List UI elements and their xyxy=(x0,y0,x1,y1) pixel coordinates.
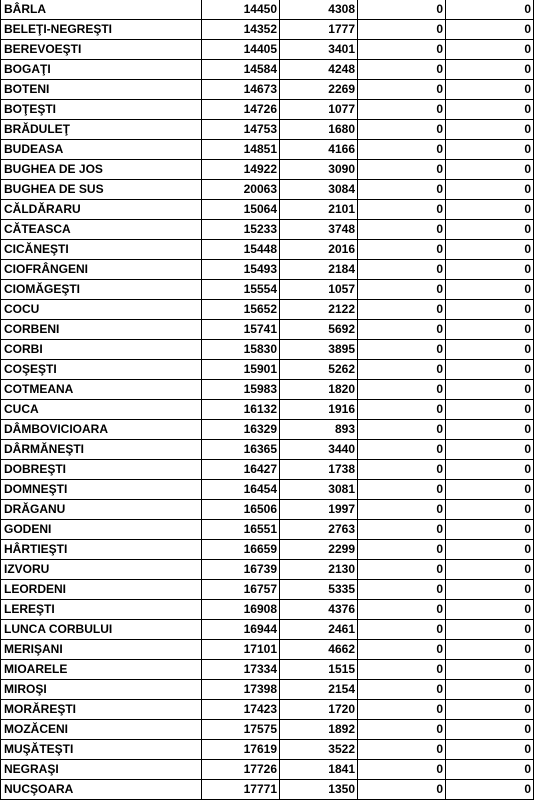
code-cell[interactable]: 16329 xyxy=(202,420,280,440)
value-cell[interactable]: 3748 xyxy=(280,220,358,240)
code-cell[interactable]: 16659 xyxy=(202,540,280,560)
table-row[interactable] xyxy=(1,40,534,60)
zero-cell-b[interactable]: 0 xyxy=(446,740,534,760)
value-cell[interactable]: 1841 xyxy=(280,760,358,780)
zero-cell-b[interactable]: 0 xyxy=(446,540,534,560)
zero-cell-a[interactable]: 0 xyxy=(358,220,446,240)
code-cell[interactable]: 17101 xyxy=(202,640,280,660)
value-cell[interactable]: 5692 xyxy=(280,320,358,340)
value-cell[interactable]: 1077 xyxy=(280,100,358,120)
value-cell[interactable]: 3522 xyxy=(280,740,358,760)
locality-cell[interactable]: CIOFRÂNGENI xyxy=(1,260,202,280)
table-row[interactable] xyxy=(1,240,534,260)
code-cell[interactable]: 14450 xyxy=(202,0,280,20)
locality-cell[interactable]: MUŞĂTEŞTI xyxy=(1,740,202,760)
zero-cell-a[interactable]: 0 xyxy=(358,500,446,520)
table-row[interactable] xyxy=(1,280,534,300)
zero-cell-b[interactable]: 0 xyxy=(446,680,534,700)
zero-cell-a[interactable]: 0 xyxy=(358,300,446,320)
zero-cell-a[interactable]: 0 xyxy=(358,0,446,20)
zero-cell-b[interactable]: 0 xyxy=(446,380,534,400)
code-cell[interactable]: 16454 xyxy=(202,480,280,500)
locality-cell[interactable]: NEGRAŞI xyxy=(1,760,202,780)
zero-cell-a[interactable]: 0 xyxy=(358,380,446,400)
locality-cell[interactable]: DOBREŞTI xyxy=(1,460,202,480)
code-cell[interactable]: 16757 xyxy=(202,580,280,600)
code-cell[interactable]: 14726 xyxy=(202,100,280,120)
zero-cell-b[interactable]: 0 xyxy=(446,260,534,280)
code-cell[interactable]: 17619 xyxy=(202,740,280,760)
locality-cell[interactable]: BRĂDULEŢ xyxy=(1,120,202,140)
zero-cell-a[interactable]: 0 xyxy=(358,120,446,140)
zero-cell-a[interactable]: 0 xyxy=(358,740,446,760)
value-cell[interactable]: 3401 xyxy=(280,40,358,60)
locality-cell[interactable]: BUGHEA DE JOS xyxy=(1,160,202,180)
table-row[interactable] xyxy=(1,600,534,620)
zero-cell-a[interactable]: 0 xyxy=(358,40,446,60)
locality-cell[interactable]: CIOMĂGEŞTI xyxy=(1,280,202,300)
zero-cell-a[interactable]: 0 xyxy=(358,100,446,120)
table-row[interactable] xyxy=(1,780,534,800)
table-row[interactable] xyxy=(1,80,534,100)
value-cell[interactable]: 2269 xyxy=(280,80,358,100)
value-cell[interactable]: 1820 xyxy=(280,380,358,400)
zero-cell-b[interactable]: 0 xyxy=(446,660,534,680)
table-row[interactable] xyxy=(1,720,534,740)
code-cell[interactable]: 14922 xyxy=(202,160,280,180)
table-row[interactable] xyxy=(1,680,534,700)
zero-cell-a[interactable]: 0 xyxy=(358,340,446,360)
locality-cell[interactable]: CORBI xyxy=(1,340,202,360)
zero-cell-b[interactable]: 0 xyxy=(446,720,534,740)
table-row[interactable] xyxy=(1,740,534,760)
zero-cell-b[interactable]: 0 xyxy=(446,280,534,300)
code-cell[interactable]: 15901 xyxy=(202,360,280,380)
code-cell[interactable]: 16551 xyxy=(202,520,280,540)
zero-cell-b[interactable]: 0 xyxy=(446,180,534,200)
zero-cell-b[interactable]: 0 xyxy=(446,400,534,420)
zero-cell-a[interactable]: 0 xyxy=(358,420,446,440)
zero-cell-a[interactable]: 0 xyxy=(358,200,446,220)
table-row[interactable] xyxy=(1,640,534,660)
code-cell[interactable]: 16739 xyxy=(202,560,280,580)
table-row[interactable] xyxy=(1,0,534,20)
zero-cell-b[interactable]: 0 xyxy=(446,60,534,80)
table-row[interactable] xyxy=(1,140,534,160)
locality-cell[interactable]: DÂMBOVICIOARA xyxy=(1,420,202,440)
code-cell[interactable]: 14753 xyxy=(202,120,280,140)
code-cell[interactable]: 14352 xyxy=(202,20,280,40)
zero-cell-b[interactable]: 0 xyxy=(446,220,534,240)
locality-cell[interactable]: DOMNEŞTI xyxy=(1,480,202,500)
table-row[interactable] xyxy=(1,500,534,520)
table-row[interactable] xyxy=(1,340,534,360)
code-cell[interactable]: 14584 xyxy=(202,60,280,80)
zero-cell-b[interactable]: 0 xyxy=(446,580,534,600)
locality-cell[interactable]: COTMEANA xyxy=(1,380,202,400)
locality-cell[interactable]: COCU xyxy=(1,300,202,320)
zero-cell-b[interactable]: 0 xyxy=(446,520,534,540)
value-cell[interactable]: 2122 xyxy=(280,300,358,320)
locality-cell[interactable]: CĂTEASCA xyxy=(1,220,202,240)
value-cell[interactable]: 1720 xyxy=(280,700,358,720)
locality-cell[interactable]: MOZĂCENI xyxy=(1,720,202,740)
code-cell[interactable]: 17423 xyxy=(202,700,280,720)
zero-cell-b[interactable]: 0 xyxy=(446,340,534,360)
locality-cell[interactable]: LUNCA CORBULUI xyxy=(1,620,202,640)
code-cell[interactable]: 15554 xyxy=(202,280,280,300)
locality-cell[interactable]: MIOARELE xyxy=(1,660,202,680)
value-cell[interactable]: 3895 xyxy=(280,340,358,360)
zero-cell-a[interactable]: 0 xyxy=(358,60,446,80)
value-cell[interactable]: 1738 xyxy=(280,460,358,480)
code-cell[interactable]: 17575 xyxy=(202,720,280,740)
zero-cell-b[interactable]: 0 xyxy=(446,420,534,440)
zero-cell-b[interactable]: 0 xyxy=(446,640,534,660)
zero-cell-a[interactable]: 0 xyxy=(358,360,446,380)
value-cell[interactable]: 1916 xyxy=(280,400,358,420)
zero-cell-b[interactable]: 0 xyxy=(446,160,534,180)
value-cell[interactable]: 4308 xyxy=(280,0,358,20)
zero-cell-b[interactable]: 0 xyxy=(446,120,534,140)
zero-cell-a[interactable]: 0 xyxy=(358,640,446,660)
zero-cell-b[interactable]: 0 xyxy=(446,780,534,800)
zero-cell-a[interactable]: 0 xyxy=(358,140,446,160)
table-row[interactable] xyxy=(1,380,534,400)
table-row[interactable] xyxy=(1,260,534,280)
code-cell[interactable]: 16944 xyxy=(202,620,280,640)
zero-cell-b[interactable]: 0 xyxy=(446,600,534,620)
table-row[interactable] xyxy=(1,160,534,180)
code-cell[interactable]: 14673 xyxy=(202,80,280,100)
value-cell[interactable]: 3084 xyxy=(280,180,358,200)
code-cell[interactable]: 17398 xyxy=(202,680,280,700)
zero-cell-b[interactable]: 0 xyxy=(446,760,534,780)
value-cell[interactable]: 1515 xyxy=(280,660,358,680)
table-row[interactable] xyxy=(1,520,534,540)
value-cell[interactable]: 893 xyxy=(280,420,358,440)
value-cell[interactable]: 5335 xyxy=(280,580,358,600)
table-row[interactable] xyxy=(1,360,534,380)
locality-cell[interactable]: BUDEASA xyxy=(1,140,202,160)
locality-cell[interactable]: LEREŞTI xyxy=(1,600,202,620)
zero-cell-a[interactable]: 0 xyxy=(358,540,446,560)
code-cell[interactable]: 16365 xyxy=(202,440,280,460)
zero-cell-a[interactable]: 0 xyxy=(358,660,446,680)
value-cell[interactable]: 2461 xyxy=(280,620,358,640)
code-cell[interactable]: 15493 xyxy=(202,260,280,280)
code-cell[interactable]: 20063 xyxy=(202,180,280,200)
zero-cell-a[interactable]: 0 xyxy=(358,520,446,540)
locality-cell[interactable]: HÂRTIEŞTI xyxy=(1,540,202,560)
code-cell[interactable]: 16427 xyxy=(202,460,280,480)
table-row[interactable] xyxy=(1,480,534,500)
locality-cell[interactable]: MORĂREŞTI xyxy=(1,700,202,720)
code-cell[interactable]: 15064 xyxy=(202,200,280,220)
value-cell[interactable]: 2154 xyxy=(280,680,358,700)
zero-cell-b[interactable]: 0 xyxy=(446,240,534,260)
locality-cell[interactable]: BOŢEŞTI xyxy=(1,100,202,120)
zero-cell-a[interactable]: 0 xyxy=(358,480,446,500)
zero-cell-a[interactable]: 0 xyxy=(358,460,446,480)
value-cell[interactable]: 2763 xyxy=(280,520,358,540)
code-cell[interactable]: 15233 xyxy=(202,220,280,240)
table-row[interactable] xyxy=(1,540,534,560)
zero-cell-a[interactable]: 0 xyxy=(358,760,446,780)
value-cell[interactable]: 1892 xyxy=(280,720,358,740)
code-cell[interactable]: 16506 xyxy=(202,500,280,520)
table-row[interactable] xyxy=(1,180,534,200)
code-cell[interactable]: 15830 xyxy=(202,340,280,360)
value-cell[interactable]: 3440 xyxy=(280,440,358,460)
value-cell[interactable]: 1350 xyxy=(280,780,358,800)
zero-cell-a[interactable]: 0 xyxy=(358,260,446,280)
code-cell[interactable]: 16132 xyxy=(202,400,280,420)
code-cell[interactable]: 17726 xyxy=(202,760,280,780)
table-row[interactable] xyxy=(1,100,534,120)
code-cell[interactable]: 14405 xyxy=(202,40,280,60)
table-row[interactable] xyxy=(1,20,534,40)
table-row[interactable] xyxy=(1,440,534,460)
table-row[interactable] xyxy=(1,400,534,420)
locality-cell[interactable]: CORBENI xyxy=(1,320,202,340)
locality-cell[interactable]: GODENI xyxy=(1,520,202,540)
code-cell[interactable]: 17334 xyxy=(202,660,280,680)
value-cell[interactable]: 3090 xyxy=(280,160,358,180)
value-cell[interactable]: 2184 xyxy=(280,260,358,280)
zero-cell-b[interactable]: 0 xyxy=(446,20,534,40)
zero-cell-a[interactable]: 0 xyxy=(358,680,446,700)
locality-cell[interactable]: CUCA xyxy=(1,400,202,420)
zero-cell-a[interactable]: 0 xyxy=(358,580,446,600)
zero-cell-b[interactable]: 0 xyxy=(446,500,534,520)
zero-cell-b[interactable]: 0 xyxy=(446,320,534,340)
table-row[interactable] xyxy=(1,220,534,240)
zero-cell-b[interactable]: 0 xyxy=(446,360,534,380)
zero-cell-a[interactable]: 0 xyxy=(358,600,446,620)
zero-cell-b[interactable]: 0 xyxy=(446,700,534,720)
value-cell[interactable]: 4248 xyxy=(280,60,358,80)
locality-cell[interactable]: LEORDENI xyxy=(1,580,202,600)
value-cell[interactable]: 4166 xyxy=(280,140,358,160)
locality-cell[interactable]: CĂLDĂRARU xyxy=(1,200,202,220)
locality-cell[interactable]: IZVORU xyxy=(1,560,202,580)
table-row[interactable] xyxy=(1,320,534,340)
zero-cell-b[interactable]: 0 xyxy=(446,140,534,160)
locality-cell[interactable]: BÂRLA xyxy=(1,0,202,20)
table-row[interactable] xyxy=(1,200,534,220)
table-row[interactable] xyxy=(1,700,534,720)
zero-cell-a[interactable]: 0 xyxy=(358,780,446,800)
zero-cell-a[interactable]: 0 xyxy=(358,440,446,460)
code-cell[interactable]: 16908 xyxy=(202,600,280,620)
code-cell[interactable]: 15983 xyxy=(202,380,280,400)
zero-cell-b[interactable]: 0 xyxy=(446,40,534,60)
zero-cell-b[interactable]: 0 xyxy=(446,200,534,220)
code-cell[interactable]: 15448 xyxy=(202,240,280,260)
value-cell[interactable]: 4662 xyxy=(280,640,358,660)
zero-cell-b[interactable]: 0 xyxy=(446,300,534,320)
table-row[interactable] xyxy=(1,580,534,600)
zero-cell-a[interactable]: 0 xyxy=(358,320,446,340)
value-cell[interactable]: 1680 xyxy=(280,120,358,140)
code-cell[interactable]: 15741 xyxy=(202,320,280,340)
zero-cell-a[interactable]: 0 xyxy=(358,620,446,640)
locality-cell[interactable]: COŞEŞTI xyxy=(1,360,202,380)
zero-cell-a[interactable]: 0 xyxy=(358,240,446,260)
value-cell[interactable]: 2101 xyxy=(280,200,358,220)
table-row[interactable] xyxy=(1,620,534,640)
table-row[interactable] xyxy=(1,300,534,320)
zero-cell-b[interactable]: 0 xyxy=(446,440,534,460)
code-cell[interactable]: 15652 xyxy=(202,300,280,320)
zero-cell-b[interactable]: 0 xyxy=(446,560,534,580)
zero-cell-a[interactable]: 0 xyxy=(358,560,446,580)
table-row[interactable] xyxy=(1,660,534,680)
zero-cell-a[interactable]: 0 xyxy=(358,160,446,180)
value-cell[interactable]: 4376 xyxy=(280,600,358,620)
table-row[interactable] xyxy=(1,120,534,140)
value-cell[interactable]: 5262 xyxy=(280,360,358,380)
value-cell[interactable]: 1997 xyxy=(280,500,358,520)
table-row[interactable] xyxy=(1,420,534,440)
locality-cell[interactable]: DRĂGANU xyxy=(1,500,202,520)
locality-cell[interactable]: NUCŞOARA xyxy=(1,780,202,800)
table-row[interactable] xyxy=(1,460,534,480)
zero-cell-a[interactable]: 0 xyxy=(358,700,446,720)
zero-cell-a[interactable]: 0 xyxy=(358,20,446,40)
zero-cell-a[interactable]: 0 xyxy=(358,180,446,200)
zero-cell-b[interactable]: 0 xyxy=(446,620,534,640)
table-body xyxy=(1,0,534,800)
zero-cell-b[interactable]: 0 xyxy=(446,80,534,100)
zero-cell-b[interactable]: 0 xyxy=(446,0,534,20)
code-cell[interactable]: 17771 xyxy=(202,780,280,800)
locality-cell[interactable]: MERIŞANI xyxy=(1,640,202,660)
zero-cell-b[interactable]: 0 xyxy=(446,100,534,120)
locality-cell[interactable]: DÂRMĂNEŞTI xyxy=(1,440,202,460)
zero-cell-a[interactable]: 0 xyxy=(358,720,446,740)
table-row[interactable] xyxy=(1,60,534,80)
zero-cell-b[interactable]: 0 xyxy=(446,480,534,500)
zero-cell-a[interactable]: 0 xyxy=(358,400,446,420)
value-cell[interactable]: 1057 xyxy=(280,280,358,300)
locality-cell[interactable]: BUGHEA DE SUS xyxy=(1,180,202,200)
table-row[interactable] xyxy=(1,760,534,780)
locality-cell[interactable]: CICĂNEŞTI xyxy=(1,240,202,260)
locality-cell[interactable]: BOGAŢI xyxy=(1,60,202,80)
locality-cell[interactable]: BEREVOEŞTI xyxy=(1,40,202,60)
locality-cell[interactable]: MIROŞI xyxy=(1,680,202,700)
zero-cell-b[interactable]: 0 xyxy=(446,460,534,480)
code-cell[interactable]: 14851 xyxy=(202,140,280,160)
locality-cell[interactable]: BOTENI xyxy=(1,80,202,100)
value-cell[interactable]: 3081 xyxy=(280,480,358,500)
locality-cell[interactable]: BELEŢI-NEGREŞTI xyxy=(1,20,202,40)
value-cell[interactable]: 1777 xyxy=(280,20,358,40)
value-cell[interactable]: 2299 xyxy=(280,540,358,560)
zero-cell-a[interactable]: 0 xyxy=(358,80,446,100)
table-row[interactable] xyxy=(1,560,534,580)
value-cell[interactable]: 2016 xyxy=(280,240,358,260)
value-cell[interactable]: 2130 xyxy=(280,560,358,580)
zero-cell-a[interactable]: 0 xyxy=(358,280,446,300)
